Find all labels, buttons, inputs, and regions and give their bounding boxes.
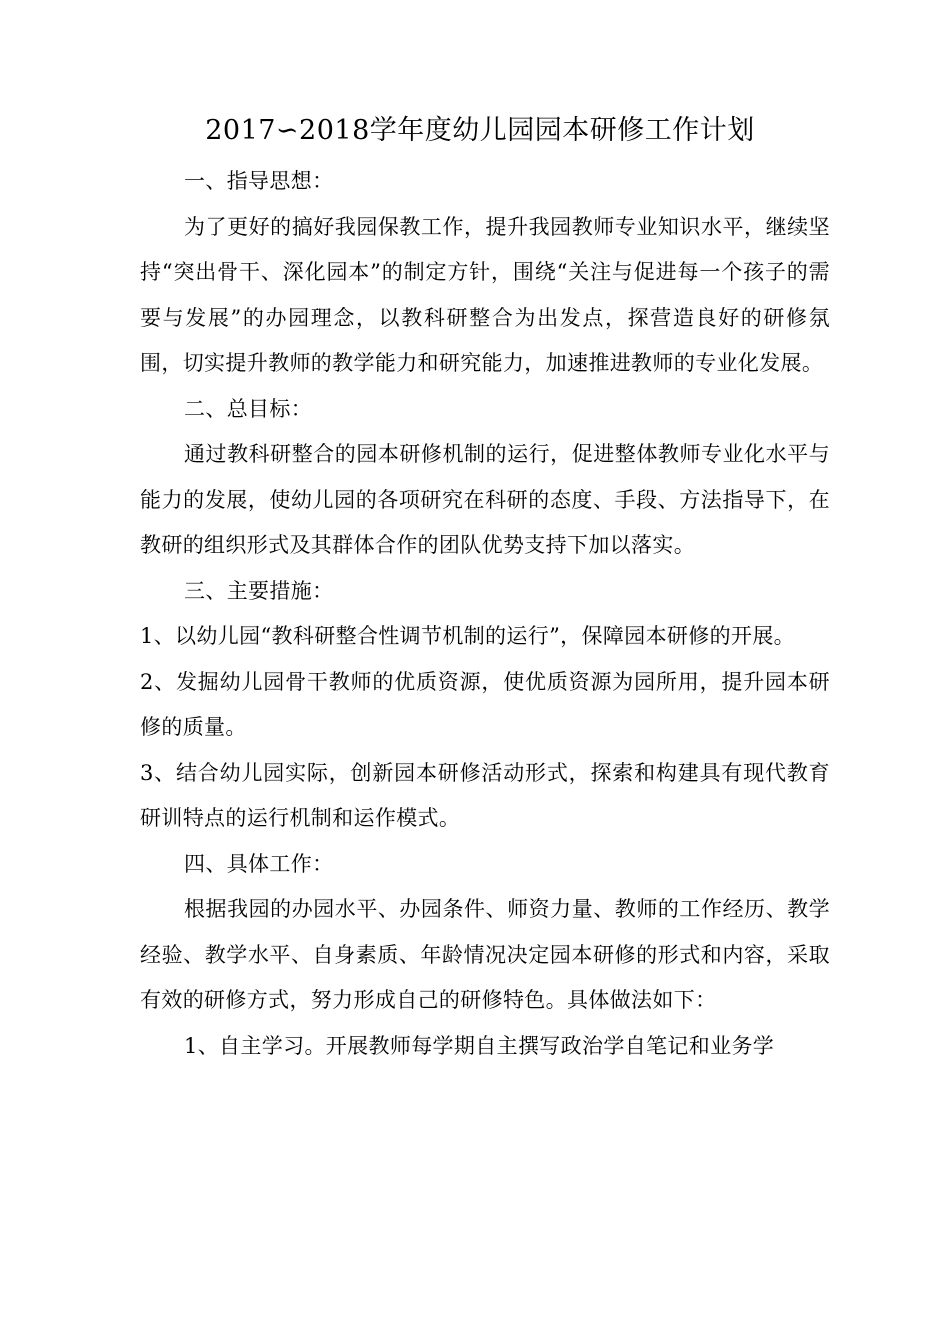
paragraph-overall-goal: 通过教科研整合的园本研修机制的运行，促进整体教师专业化水平与能力的发展，使幼儿园的各项研究在科研的态度、手段、方法指导下，在教研的组织形式及其群体合作的团队优势支持下加以落实。 xyxy=(140,442,830,557)
paragraph-guiding-thought: 为了更好的搞好我园保教工作，提升我园教师专业知识水平，继续坚持“突出骨干、深化园本”的制定方针，围绕“关注与促进每一个孩子的需要与发展”的办园理念，以教科研整合为出发点，探营造良好的研修氛围，切实提升教师的教学能力和研究能力，加速推进教师的专业化发展。 xyxy=(140,214,830,375)
heading-overall-goal: 二、总目标： xyxy=(184,396,313,421)
document-title: 2017∽2018学年度幼儿园园本研修工作计划 xyxy=(205,115,755,146)
heading-main-measures: 三、主要措施： xyxy=(184,578,334,603)
measure-item-1: 1、以幼儿园“教科研整合性调节机制的运行”，保障园本研修的开展。 xyxy=(140,624,796,648)
document-page xyxy=(140,110,830,1069)
heading-guiding-thought: 一、指导思想： xyxy=(184,169,334,193)
measure-item-3: 3、结合幼儿园实际，创新园本研修活动形式，探索和构建具有现代教育研训特点的运行机制和运作模式。 xyxy=(140,760,830,830)
measure-item-2: 2、发掘幼儿园骨干教师的优质资源，使优质资源为园所用，提升园本研修的质量。 xyxy=(140,669,830,739)
heading-specific-work: 四、具体工作： xyxy=(184,851,334,876)
paragraph-specific-work: 根据我园的办园水平、办园条件、师资力量、教师的工作经历、教学经验、教学水平、自身素质、年龄情况决定园本研修的形式和内容，采取有效的研修方式，努力形成自己的研修特色。具体做法如下： xyxy=(140,897,830,1012)
document-body xyxy=(140,159,830,1069)
work-item-1: 1、自主学习。开展教师每学期自主撰写政治学自笔记和业务学 xyxy=(184,1033,775,1058)
